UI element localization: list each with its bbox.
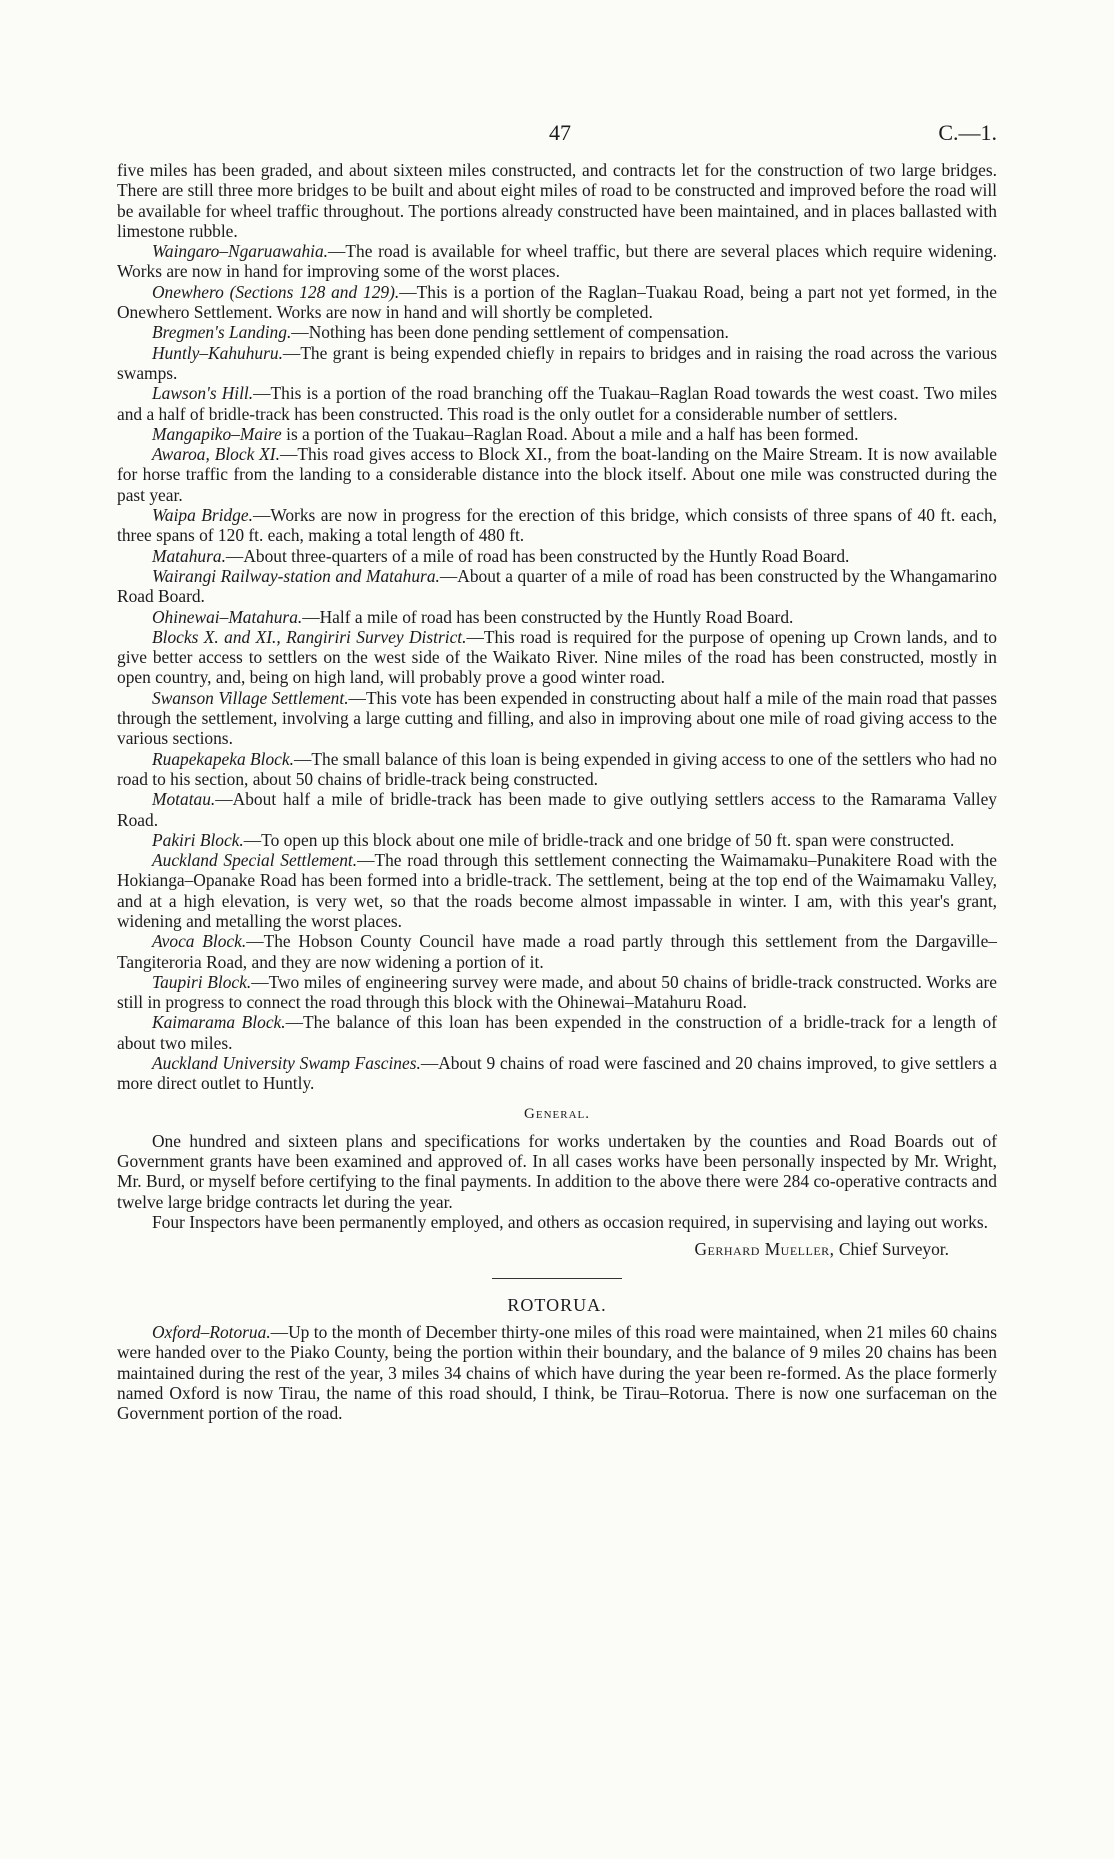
paragraph: Awaroa, Block XI.—This road gives access to Block XI., from the boat-landing on the Maire Stream. It is now available for horse traffic from the landing to a considerable distance into the block itself. About one mile was constructed during the past year. [117,444,997,505]
paragraph: Motatau.—About half a mile of bridle-track has been made to give outlying settlers access to the Ramarama Valley Road. [117,789,997,830]
signature-title: Chief Surveyor. [834,1239,949,1260]
paragraph: Pakiri Block.—To open up this block about one mile of bridle-track and one bridge of 50 ft. span were constructed. [152,829,955,850]
paragraph-lead: Awaroa, Block XI. [152,444,280,465]
paragraph: Avoca Block.—The Hobson County Council have made a road partly through this settlement from the Dargaville–Tangiteroria Road, and they are now widening a portion of it. [117,931,997,972]
paragraph-lead: Auckland University Swamp Fascines. [152,1053,421,1074]
document-page [117,120,997,1424]
paragraph: Kaimarama Block.—The balance of this loan has been expended in the construction of a bridle-track for a length of about two miles. [117,1012,997,1053]
paragraph-lead: Waipa Bridge. [152,505,253,526]
signature [117,1238,997,1260]
section-heading-rotorua: ROTORUA. [507,1295,607,1316]
paragraph: Swanson Village Settlement.—This vote has been expended in constructing about half a mile of the main road that passes through the settlement, involving a large cutting and filling, and also in improving about one mile of road giving access to the various sections. [117,687,997,749]
paragraph-lead: Matahura. [152,545,226,566]
paragraph-lead: Bregmen's Landing. [152,322,292,343]
paragraph-lead: Blocks X. and XI., Rangiriri Survey District. [152,626,467,647]
paragraph-lead: Ohinewai–Matahura. [152,606,303,627]
page-header [117,120,997,160]
paragraph-lead: Pakiri Block. [152,829,244,850]
paragraph-lead: Lawson's Hill. [152,383,254,404]
paragraph: Waipa Bridge.—Works are now in progress for the erection of this bridge, which consists of three spans of 40 ft. each, three spans of 120 ft. each, making a total length of 480 ft. [117,505,997,546]
paragraph-lead: Swanson Village Settlement. [152,687,349,708]
paragraph-lead: Ruapekapeka Block. [152,748,294,769]
paragraph: Ruapekapeka Block.—The small balance of this loan is being expended in giving access to one of the settlers who had no road to his section, about 50 chains of bridle-track being constructed. [117,748,998,789]
paragraph-lead: Motatau. [152,789,216,810]
paragraph-lead: Mangapiko–Maire [152,423,282,444]
body-text [117,160,997,1424]
paragraph: Lawson's Hill.—This is a portion of the road branching off the Tuakau–Raglan Road towards the west coast. Two miles and a half of bridle-track has been constructed. This road is the only outlet for a considerable number of settlers. [117,383,997,424]
signature-name: Gerhard Mueller, [694,1239,835,1260]
paragraph: Auckland Special Settlement.—The road through this settlement connecting the Waimamaku–Punakitere Road with the Hokianga–Opanake Road has been formed into a bridle-track. The settlement, being at the top end of the Waimamaku Valley, and at a high elevation, is very wet, so that the roads become almost impassable in winter. I am, with this year's grant, widening and metalling the worst places. [117,850,997,931]
paragraph: five miles has been graded, and about sixteen miles constructed, and contracts let for the construction of two large bridges. There are still three more bridges to be built and about eight miles of road to be constructed and improved before the road will be available for wheel traffic throughout. The portions already constructed have been maintained, and in places ballasted with limestone rubble. [117,160,997,241]
paragraph-lead: Huntly–Kahuhuru. [152,342,283,363]
paragraph: Blocks X. and XI., Rangiriri Survey District.—This road is required for the purpose of opening up Crown lands, and to give better access to settlers on the west side of the Waikato River. Nine miles of the road has been constructed, mostly in open country, and, being on high land, will probably prove a good winter road. [117,626,997,688]
paragraph-lead: Onewhero (Sections 128 and 129). [152,281,400,302]
paragraph: Huntly–Kahuhuru.—The grant is being expended chiefly in repairs to bridges and in raising the road across the various swamps. [117,342,997,383]
paragraph: Auckland University Swamp Fascines.—About 9 chains of road were fascined and 20 chains improved, to give settlers a more direct outlet to Huntly. [117,1053,997,1094]
paragraph: Oxford–Rotorua.—Up to the month of December thirty-one miles of this road were maintained, when 21 miles 60 chains were handed over to the Piako County, being the portion within their boundary, and the balance of 9 miles 20 chains has been maintained during the rest of the year, 3 miles 34 chains of which have during the year been re-formed. As the place formerly named Oxford is now Tirau, the name of this road should, I think, be Tirau–Rotorua. There is now one surfaceman on the Government portion of the road. [117,1322,997,1424]
paragraph-lead: Wairangi Railway-station and Matahura. [152,565,440,586]
page-number: 47 [549,120,571,145]
paragraph-lead: Auckland Special Settlement. [152,850,358,871]
paragraph: Ohinewai–Matahura.—Half a mile of road has been constructed by the Huntly Road Board. [152,606,794,627]
document-code: C.—1. [938,120,997,145]
paragraph-lead: Waingaro–Ngaruawahia. [152,241,329,262]
paragraph-lead: Avoca Block. [152,931,247,952]
paragraph: One hundred and sixteen plans and specifications for works undertaken by the counties and Road Boards out of Government grants have been examined and approved of. In all cases works have been personally inspected by Mr. Wright, Mr. Burd, or myself before certifying to the final payments. In addition to the above there were 284 co-operative contracts and twelve large bridge contracts let during the year. [117,1130,997,1212]
paragraph-lead: Taupiri Block. [152,971,252,992]
paragraph-lead: Oxford–Rotorua. [152,1322,271,1343]
section-divider [492,1278,622,1279]
section-heading-general: General. [524,1105,590,1122]
paragraph: Onewhero (Sections 128 and 129).—This is a portion of the Raglan–Tuakau Road, being a part not yet formed, in the Onewhero Settlement. Works are now in hand and will shortly be completed. [117,281,997,323]
paragraph: Taupiri Block.—Two miles of engineering survey were made, and about 50 chains of bridle-track constructed. Works are still in progress to connect the road through this block with the Ohinewai–Matahuru Road. [117,971,998,1013]
paragraph: Bregmen's Landing.—Nothing has been done pending settlement of compensation. [152,322,729,343]
paragraph-lead: Kaimarama Block. [152,1012,286,1033]
paragraph: Mangapiko–Maire is a portion of the Tuakau–Raglan Road. About a mile and a half has been formed. [152,423,859,444]
paragraph: Four Inspectors have been permanently employed, and others as occasion required, in supervising and laying out works. [152,1211,988,1232]
paragraph: Wairangi Railway-station and Matahura.—About a quarter of a mile of road has been constructed by the Whangamarino Road Board. [117,565,997,607]
paragraph: Waingaro–Ngaruawahia.—The road is available for wheel traffic, but there are several places which require widening. Works are now in hand for improving some of the worst places. [117,241,997,282]
paragraph: Matahura.—About three-quarters of a mile of road has been constructed by the Huntly Road Board. [152,545,850,566]
